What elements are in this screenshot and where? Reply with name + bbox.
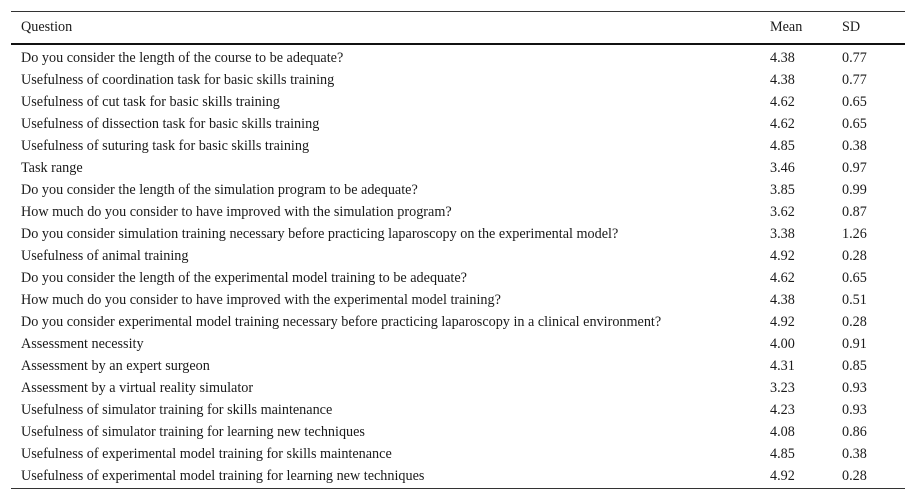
cell-question: Task range — [21, 159, 83, 176]
cell-mean: 4.92 — [760, 465, 832, 489]
table-row — [11, 311, 905, 333]
table-row — [11, 377, 905, 399]
table-body — [11, 44, 905, 489]
table-row — [11, 201, 905, 223]
cell-sd: 0.65 — [842, 115, 867, 132]
table-row — [11, 399, 905, 421]
cell-mean: 4.92 — [770, 247, 795, 264]
cell-sd: 0.38 — [842, 137, 867, 154]
table-row — [11, 465, 905, 489]
table-row — [11, 443, 905, 465]
cell-sd: 0.77 — [842, 49, 867, 66]
table-row — [11, 267, 905, 289]
table-row — [11, 135, 905, 157]
cell-mean: 4.38 — [770, 49, 795, 66]
cell-sd: 0.28 — [842, 313, 867, 330]
cell-mean: 3.62 — [770, 203, 795, 220]
column-header-mean: Mean — [770, 19, 803, 35]
cell-mean: 4.00 — [770, 335, 795, 352]
cell-mean: 4.38 — [770, 291, 795, 308]
table-row — [11, 421, 905, 443]
table-row — [11, 333, 905, 355]
cell-mean: 3.38 — [770, 225, 795, 242]
cell-sd: 0.87 — [842, 203, 867, 220]
table-row — [11, 69, 905, 91]
cell-sd: 0.28 — [832, 465, 905, 489]
cell-question: Assessment by a virtual reality simulator — [21, 379, 254, 396]
cell-sd: 0.85 — [842, 357, 867, 374]
cell-mean: 4.62 — [770, 115, 795, 132]
cell-question: How much do you consider to have improved with the simulation program? — [21, 203, 452, 220]
column-header-sd: SD — [842, 19, 861, 35]
cell-sd: 0.77 — [842, 71, 867, 88]
cell-question: Do you consider the length of the simulation program to be adequate? — [21, 181, 418, 198]
table-row — [11, 355, 905, 377]
cell-sd: 0.97 — [842, 159, 867, 176]
cell-sd: 0.65 — [842, 269, 867, 286]
cell-question: Assessment necessity — [21, 335, 144, 352]
table-row — [11, 157, 905, 179]
cell-sd: 0.93 — [842, 379, 867, 396]
cell-question: Do you consider the length of the course to be adequate? — [21, 49, 344, 66]
cell-mean: 4.62 — [770, 93, 795, 110]
cell-mean: 3.46 — [770, 159, 795, 176]
table-row — [11, 44, 905, 69]
cell-question: How much do you consider to have improved with the experimental model training? — [21, 291, 501, 308]
table-row — [11, 223, 905, 245]
cell-sd: 0.38 — [842, 445, 867, 462]
cell-sd: 0.65 — [842, 93, 867, 110]
table-row — [11, 289, 905, 311]
cell-mean: 4.23 — [770, 401, 795, 418]
survey-results-table — [11, 11, 905, 489]
cell-question: Usefulness of experimental model training for learning new techniques — [11, 465, 760, 489]
cell-sd: 0.93 — [842, 401, 867, 418]
column-header-question: Question — [21, 19, 73, 35]
cell-sd: 0.51 — [842, 291, 867, 308]
cell-sd: 0.91 — [842, 335, 867, 352]
survey-results-table-container — [11, 11, 905, 489]
cell-sd: 0.86 — [842, 423, 867, 440]
cell-question: Usefulness of simulator training for skills maintenance — [21, 401, 333, 418]
cell-question: Usefulness of suturing task for basic skills training — [21, 137, 310, 154]
table-row — [11, 245, 905, 267]
cell-question: Usefulness of dissection task for basic skills training — [21, 115, 320, 132]
cell-mean: 4.38 — [770, 71, 795, 88]
cell-sd: 0.28 — [842, 247, 867, 264]
cell-question: Do you consider the length of the experimental model training to be adequate? — [21, 269, 467, 286]
cell-mean: 4.85 — [770, 445, 795, 462]
table-header — [11, 12, 905, 45]
cell-mean: 4.31 — [770, 357, 795, 374]
cell-mean: 4.08 — [770, 423, 795, 440]
cell-question: Usefulness of experimental model training for skills maintenance — [21, 445, 392, 462]
cell-question: Usefulness of coordination task for basic skills training — [21, 71, 335, 88]
cell-question: Usefulness of simulator training for learning new techniques — [21, 423, 365, 440]
cell-mean: 4.92 — [770, 313, 795, 330]
cell-question: Assessment by an expert surgeon — [21, 357, 210, 374]
cell-question: Usefulness of cut task for basic skills training — [21, 93, 280, 110]
cell-sd: 0.99 — [842, 181, 867, 198]
table-row — [11, 113, 905, 135]
table-row — [11, 179, 905, 201]
cell-mean: 4.85 — [770, 137, 795, 154]
cell-question: Do you consider experimental model training necessary before practicing laparoscopy in a clinical environment? — [21, 313, 662, 330]
cell-mean: 4.62 — [770, 269, 795, 286]
cell-sd: 1.26 — [842, 225, 867, 242]
table-row — [11, 91, 905, 113]
cell-question: Do you consider simulation training necessary before practicing laparoscopy on the experimental model? — [21, 225, 619, 242]
cell-mean: 3.23 — [770, 379, 795, 396]
cell-mean: 3.85 — [770, 181, 795, 198]
header-row — [11, 12, 905, 45]
cell-question: Usefulness of animal training — [21, 247, 189, 264]
